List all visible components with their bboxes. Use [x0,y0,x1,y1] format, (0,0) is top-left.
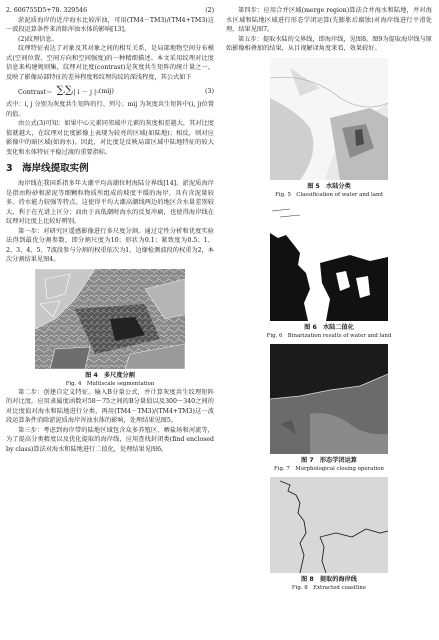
formula-number: (3) [204,87,214,95]
figure-7-morphology-image [270,344,388,454]
formula-index-i: i [63,88,65,94]
figure-4-caption: 图 4 多尺度分割 [85,371,135,379]
paragraph-step5: 第五步：提取水陆的交界线，即海岸线，见图8。图9为提取海岸线与原始影像相叠加的结果，从目视解译角度来看，效果较好。 [226,35,432,52]
figure-5-caption-en: Fig. 5 Classification of water and land [275,191,383,198]
paragraph-step4: 第四步：应用合并区域(merge region)算法合并海水和陆地，并对海水区域和陆地区域进行形态学闭运算(先膨胀后腐蚀)对海岸线进行平滑处理，结果见图7。 [226,7,432,33]
formula-exponent: 2 [96,88,99,94]
paragraph-intro: 淤泥质海岸的近岸海水比较浑浊，可用(TM4－TM3)/(TM4+TM3)这一波段运算条件来消除浑浊水体的影响[13]。 [6,16,214,33]
subheading-texture: (2)纹理信息。 [18,35,58,43]
band-formula-text: 2. 606755D5+78. 329546 [6,7,87,14]
paragraph-step2: 第二步：创建自定义特征。输入B分量公式，并计算灰度共生纹理矩阵的对比度。应用隶属度函数对58～75之间的B分量值以及300～340之间的对比度值对海水和陆地进行分类，再用(TM4－TM3)/(TM4+TM3)这一波段运算条件消除淤泥质海岸浑浊水体的影响，处理结果见图5。 [6,388,214,424]
section-number: 3 [6,163,13,174]
figure-5-caption: 图 5 水陆分类 [307,182,351,190]
figure-8-caption-en: Fig. 8 Extracted coastline [291,584,367,591]
formula-lhs: Contrast＝ [18,87,53,96]
figure-8-caption: 图 8 提取的海岸线 [301,575,357,583]
figure-7-caption-en: Fig. 7 Morphological closing operation [274,465,384,472]
contrast-formula [6,84,214,98]
figure-4-segmentation-image [35,269,185,369]
formula-sigma-j: ∑ [64,85,73,96]
paragraph-texture: 纹理特征表达了对象及其对象之间的相互关系，是局部地物空间分布模式(空间位置、空间方向和空间强度)的一种精细描述。本文采用纹理对比度信息来构建规则集，纹理对比度(contrast)是灰度共生矩阵的统计量之一，反映了影像局部特征的差异程度和纹理沟纹的深浅程度，其公式如下 [6,45,214,81]
figure-6-caption-en: Fig. 6 Binarization results of water and land [266,332,392,339]
paragraph-step1: 第一步：对研究区遥感影像进行多尺度分割。通过定性分析和优度实验法得到最优分割参数，即分割尺度为10；形状为0.1；紧致度为0.5；1、2、3、4、5、7波段参与分割的权重依次为1，边缘检测波段的权重为2，本次分割结果见图4。 [6,227,214,263]
right-column [226,6,432,592]
figure-6-caption: 图 6 水陆二值化 [304,323,354,331]
formula-index-j: j [72,88,74,94]
formula-tail: (mij) [98,87,114,95]
paragraph-formula-explain: 由公式(3)可知：如果中心元素同邻域中元素的灰度相差越大，其对比度值就越大，在纹理对比度影像上表现为较亮的区域(如陆地)；相反，则对应影像中的暗区域(如海水)。因此，对比度是反映局部区域中陆地特征的较大变化和水体特征平稳过渡的重要指标。 [6,120,214,156]
band-formula-number: (2) [205,7,214,14]
paragraph-coastline: 海岸线在我国系指多年大潮平均高潮位时海陆分界线[14]。淤泥质海岸是指由粉砂和淤泥等细颗粒物质所组成的坡度平缓的海岸，具有含泥量较多、持水能力较强等特点。这使得平均大潮高潮线两边的地区含水量差别较大，利于在光谱上区分；而由于高低潮时海水的反复冲刷，也使得海岸线在纹理对比度上比较好辨别。 [6,180,214,225]
paragraph-formula-where: 式中：i, j 分别为灰度共生矩阵的行、列号；mij 为灰度共生矩阵中(i, j)位置的值。 [6,101,214,118]
figure-7-caption: 图 7 形态学闭运算 [301,456,357,464]
figure-6-binarization-image [270,203,388,321]
figure-4-caption-en: Fig. 4 Multiscale segmentation [65,380,155,387]
section-heading [6,162,214,176]
figure-5-classification-image [270,58,388,180]
formula-sigma-i: ∑ [56,85,64,96]
paragraph-step3: 第三步：考虑到海岸带的陆地区域包含众多养殖区、晒盐场和河流等，为了提高分类精度以及优化提取的海岸线，应用查找封闭类(find enclosed by class)算法对海水和陆地进行二值化，处理结果见图6。 [6,426,214,453]
band-formula-line [6,6,214,16]
figure-8-coastline-image [270,477,388,573]
left-column [6,6,214,454]
section-title: 海岸线提取实例 [22,163,89,174]
formula-body: | i － j | [73,87,97,96]
